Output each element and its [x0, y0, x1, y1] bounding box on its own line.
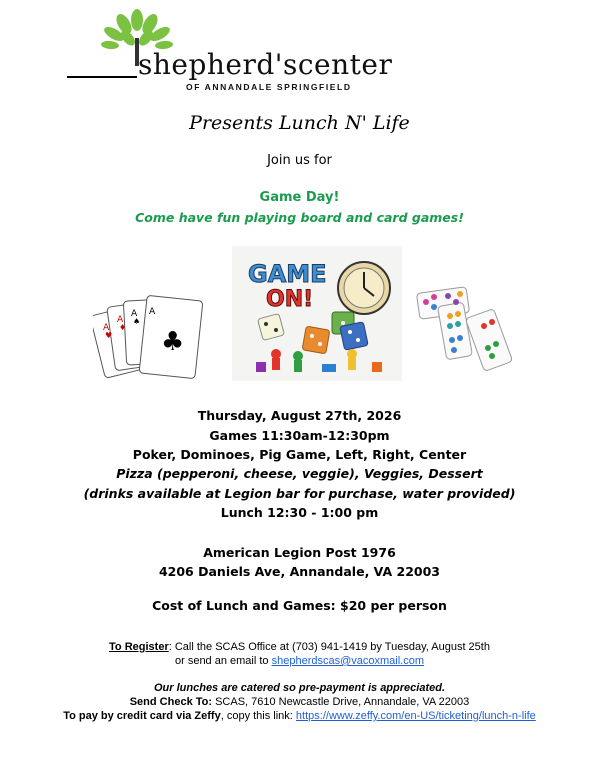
game-on-illustration [232, 246, 402, 381]
clock-icon [338, 262, 390, 314]
zeffy-text: , copy this link: [220, 710, 296, 722]
send-check-address: SCAS, 7610 Newcastle Drive, Annandale, VA 22003 [212, 696, 470, 708]
svg-text:A: A [131, 309, 138, 319]
svg-text:A: A [117, 315, 124, 325]
dominoes-icon [412, 282, 512, 382]
logo-wordmark [138, 48, 392, 81]
svg-text:A: A [149, 307, 156, 317]
send-check-line [0, 696, 599, 708]
location-name: American Legion Post 1976 [203, 545, 396, 560]
drinks-note: (drinks available at Legion bar for purchase, water provided) [83, 486, 516, 501]
register-text: : Call the SCAS Office at (703) 941-1419 by Tuesday, August 25th [168, 641, 490, 653]
register-label: To Register [109, 641, 169, 653]
svg-text:♠: ♠ [133, 317, 141, 326]
food-list: Pizza (pepperoni, cheese, veggie), Veggies, Dessert [116, 466, 483, 481]
presents-title: Presents Lunch N' Life [189, 112, 410, 134]
event-date: Thursday, August 27th, 2026 [197, 408, 402, 423]
game-day-heading: Game Day! [259, 190, 340, 205]
send-check-label: Send Check To: [129, 696, 213, 708]
lunch-time: Lunch 12:30 - 1:00 pm [220, 505, 379, 520]
svg-text:A: A [103, 323, 110, 333]
svg-text:♥: ♥ [105, 331, 113, 340]
games-time: Games 11:30am-12:30pm [209, 428, 390, 443]
register-line [0, 641, 599, 653]
svg-text:♣: ♣ [161, 327, 185, 357]
cost-text: Cost of Lunch and Games: $20 per person [152, 598, 447, 613]
register-email-line [0, 655, 599, 667]
zeffy-link[interactable]: https://www.zeffy.com/en-US/ticketing/lunch-n-life [295, 710, 536, 722]
zeffy-label: To pay by credit card via Zeffy [63, 710, 221, 722]
logo-subtitle: OF ANNANDALE SPRINGFIELD [186, 82, 352, 92]
catered-note: Our lunches are catered so pre-payment is appreciated. [154, 682, 445, 694]
tagline-text: Come have fun playing board and card games! [135, 210, 464, 225]
logo-rule [67, 76, 137, 78]
game-text: GAME [248, 260, 327, 288]
logo-brand-right: center [297, 48, 393, 81]
email-prefix: or send an email to [174, 655, 272, 667]
logo-brand-left: shepherd's [138, 48, 298, 81]
join-us-text: Join us for [267, 153, 332, 168]
location-address: 4206 Daniels Ave, Annandale, VA 22003 [158, 564, 441, 579]
zeffy-line [0, 710, 599, 722]
svg-text:♦: ♦ [119, 323, 127, 332]
playing-cards-icon [93, 290, 213, 390]
games-list: Poker, Dominoes, Pig Game, Left, Right, Center [132, 447, 467, 462]
on-text: ON! [266, 287, 314, 312]
email-link[interactable]: shepherdscas@vacoxmail.com [271, 655, 425, 667]
